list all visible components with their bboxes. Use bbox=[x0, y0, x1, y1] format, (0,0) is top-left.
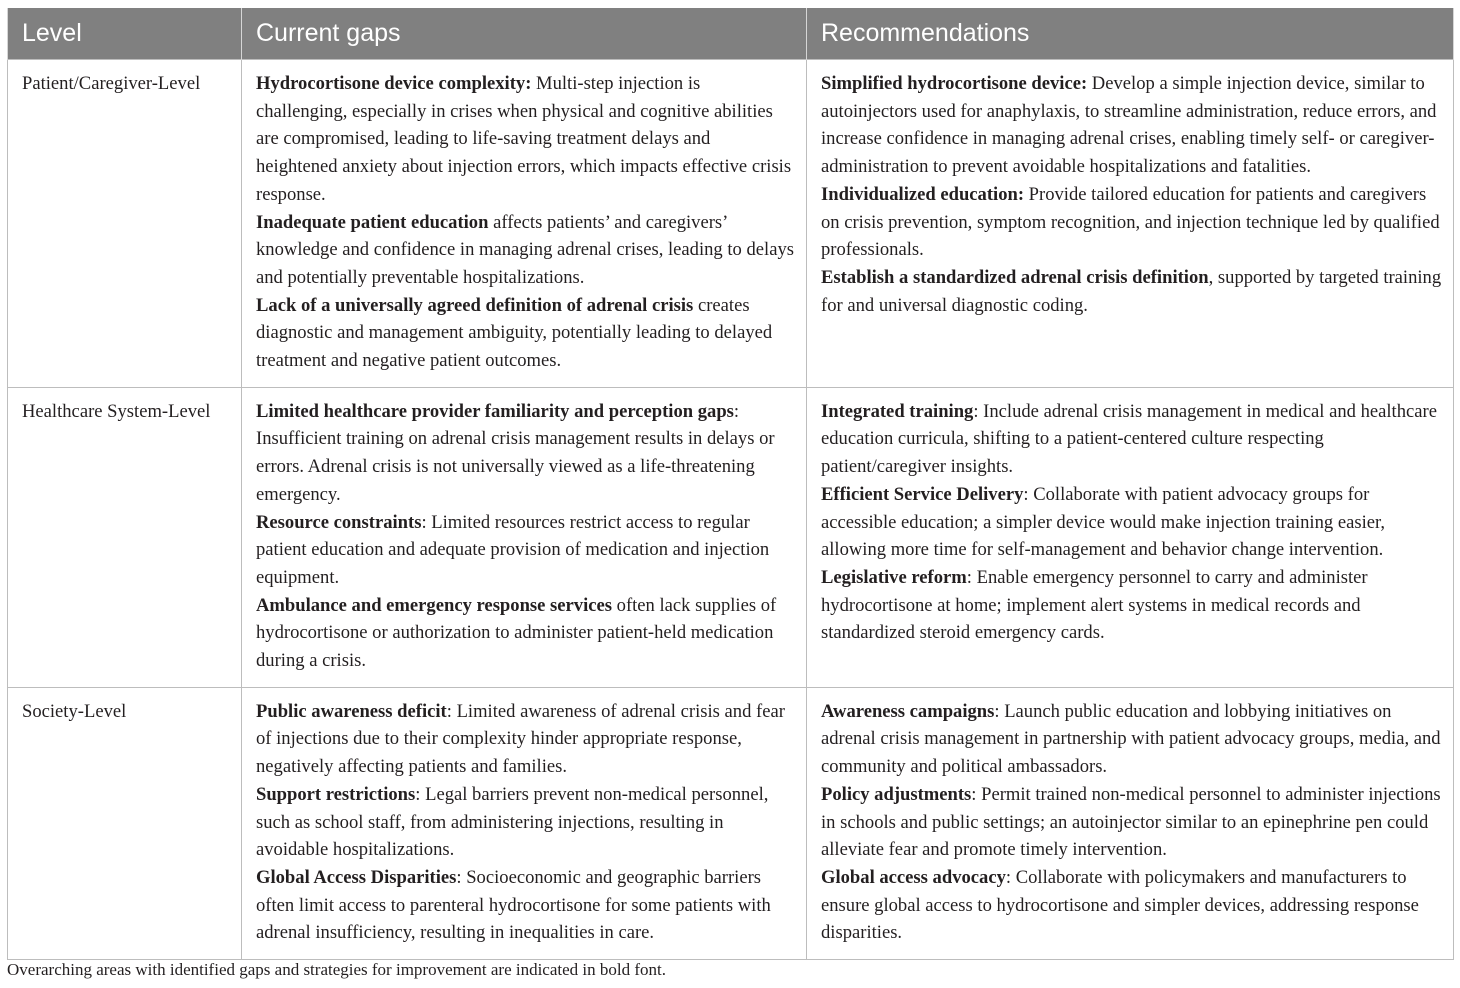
header-current-gaps: Current gaps bbox=[242, 8, 807, 60]
gap-item: Public awareness deficit: Limited awareness of adrenal crisis and fear of injections due to their complexity hinder appropriate response, negatively affecting patients and families. bbox=[256, 700, 785, 778]
recommendation-item: Establish a standardized adrenal crisis definition, supported by targeted training for and universal diagnostic coding. bbox=[821, 266, 1442, 316]
recommendation-item: Simplified hydrocortisone device: Develop a simple injection device, similar to autoinjectors used for anaphylaxis, to streamline administration, reduce errors, and increase confidence in managing adrenal crises, enabling timely self- or caregiver-administration to prevent avoidable hospitalizations and fatalities. bbox=[821, 73, 1437, 178]
recommendation-item: Legislative reform: Enable emergency personnel to carry and administer hydrocortisone at home; implement alert systems in medical records and standardized steroid emergency cards. bbox=[821, 566, 1368, 644]
recommendation-item: Integrated training: Include adrenal crisis management in medical and healthcare education curricula, shifting to a patient-centered culture respecting patient/caregiver insights. bbox=[821, 400, 1437, 478]
header-level: Level bbox=[8, 8, 242, 60]
gap-item: Inadequate patient education affects patients’ and caregivers’ knowledge and confidence in managing adrenal crises, leading to delays and potentially preventable hospitalizations. bbox=[256, 211, 794, 288]
gaps-cell bbox=[242, 687, 807, 959]
recommendation-item: Awareness campaigns: Launch public education and lobbying initiatives on adrenal crisis management in partnership with patient advocacy groups, media, and community and political ambassadors. bbox=[821, 700, 1441, 778]
level-cell: Healthcare System-Level bbox=[8, 387, 242, 687]
gap-item: Lack of a universally agreed definition of adrenal crisis creates diagnostic and management ambiguity, potentially leading to delayed treatment and negative patient outcomes. bbox=[256, 294, 773, 372]
table-row-patient-caregiver bbox=[8, 60, 1454, 388]
gaps-recommendations-table bbox=[7, 8, 1454, 960]
recommendation-item: Global access advocacy: Collaborate with policymakers and manufacturers to ensure global access to hydrocortisone and simpler devices, addressing response disparities. bbox=[821, 866, 1419, 944]
level-cell: Patient/Caregiver-Level bbox=[8, 60, 242, 388]
recommendation-item: Policy adjustments: Permit trained non-medical personnel to administer injections in schools and public settings; an autoinjector similar to an epinephrine pen could alleviate fear and promote timely intervention. bbox=[821, 783, 1441, 861]
gaps-cell bbox=[242, 60, 807, 388]
table-row-society bbox=[8, 687, 1454, 959]
recommendations-cell bbox=[807, 687, 1454, 959]
gaps-cell bbox=[242, 387, 807, 687]
table-footnote: Overarching areas with identified gaps and strategies for improvement are indicated in bold font. bbox=[7, 960, 666, 979]
recommendations-cell bbox=[807, 387, 1454, 687]
gap-item: Hydrocortisone device complexity: Multi-step injection is challenging, especially in crises when physical and cognitive abilities are compromised, leading to life-saving treatment delays and heightened anxiety about injection errors, which impacts effective crisis response. bbox=[256, 73, 792, 205]
recommendations-cell bbox=[807, 60, 1454, 388]
gap-item: Ambulance and emergency response services often lack supplies of hydrocortisone or authorization to administer patient-held medication during a crisis. bbox=[256, 594, 777, 672]
gap-item: Support restrictions: Legal barriers prevent non-medical personnel, such as school staff, from administering injections, resulting in avoidable hospitalizations. bbox=[256, 783, 769, 861]
recommendation-item: Efficient Service Delivery: Collaborate with patient advocacy groups for accessible education; a simpler device would make injection training easier, allowing more time for self-management and behavior change intervention. bbox=[821, 483, 1386, 561]
gap-item: Global Access Disparities: Socioeconomic and geographic barriers often limit access to parenteral hydrocortisone for some patients with adrenal insufficiency, resulting in inequalities in care. bbox=[256, 866, 771, 944]
recommendation-item: Individualized education: Provide tailored education for patients and caregivers on crisis prevention, symptom recognition, and injection technique led by qualified professionals. bbox=[821, 183, 1440, 261]
gap-item: Limited healthcare provider familiarity and perception gaps: Insufficient training on adrenal crisis management results in delays or errors. Adrenal crisis is not universally viewed as a life-threatening emergency. bbox=[256, 400, 775, 505]
header-row bbox=[8, 8, 1454, 60]
gap-item: Resource constraints: Limited resources restrict access to regular patient education and adequate provision of medication and injection equipment. bbox=[256, 511, 770, 588]
level-cell: Society-Level bbox=[8, 687, 242, 959]
header-recommendations: Recommendations bbox=[807, 8, 1454, 60]
table-row-healthcare-system bbox=[8, 387, 1454, 687]
